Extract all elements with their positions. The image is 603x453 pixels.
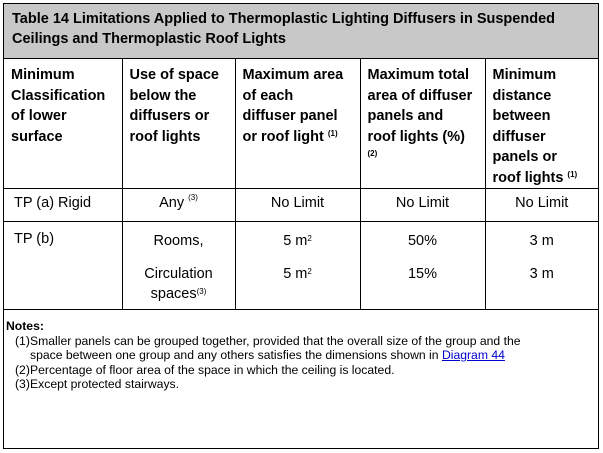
table-title <box>4 4 598 59</box>
cell-distance: No Limit <box>485 189 598 222</box>
note-item: (2) Percentage of floor area of the space in which the ceiling is located. <box>15 362 395 377</box>
notes-heading: Notes: <box>6 319 44 333</box>
cell-total-area: No Limit <box>360 189 485 222</box>
title-line-2: Ceilings and Thermoplastic Roof Lights <box>12 31 286 47</box>
notes-section <box>6 319 596 392</box>
header-row <box>4 59 598 189</box>
header-total-area: Maximum total area of diffuser panels and roof lights (%) (2) <box>360 59 485 189</box>
table-row <box>4 222 598 310</box>
footnote-ref: (1) <box>567 169 578 179</box>
cell-use: Any $^{(3)}$ <box>122 189 235 222</box>
footnote-ref: (1) <box>327 128 338 138</box>
cell-max-area: No Limit <box>235 189 360 222</box>
limitations-table <box>4 59 598 310</box>
note-item: (3) Except protected stairways. <box>15 377 180 391</box>
header-min-distance: Minimum distance between diffuser panels or roof lights $^{(1)}$ <box>485 59 598 189</box>
cell-total-area: 50% 15% <box>360 222 485 310</box>
title-line-1: Table 14 Limitations Applied to Thermoplastic Lighting Diffusers in Suspended <box>12 11 555 27</box>
footnote-ref: (2) <box>367 149 378 158</box>
table-row <box>4 189 598 222</box>
header-use-of-space: Use of space below the diffusers or roof lights <box>122 59 235 189</box>
cell-classification: TP (b) <box>4 222 122 310</box>
cell-classification: TP (a) Rigid <box>4 189 122 222</box>
table-frame <box>3 3 599 449</box>
cell-max-area: 5 $m^2$ 5 $m^2$ <box>235 222 360 310</box>
diagram-44-link[interactable]: Diagram 44 <box>441 348 505 362</box>
cell-use: Rooms, Circulation spaces$^{(3)}$ <box>122 222 235 310</box>
note-item: (1) Smaller panels can be grouped together, provided that the overall size of the group and the space between one group and any others satisfies the dimensions shown in Diagram 44 <box>15 333 521 362</box>
header-max-area: Maximum area of each diffuser panel or roof light $^{(1)}$ <box>235 59 360 189</box>
cell-distance: 3 m 3 m <box>485 222 598 310</box>
header-classification: Minimum Classification of lower surface <box>4 59 122 189</box>
